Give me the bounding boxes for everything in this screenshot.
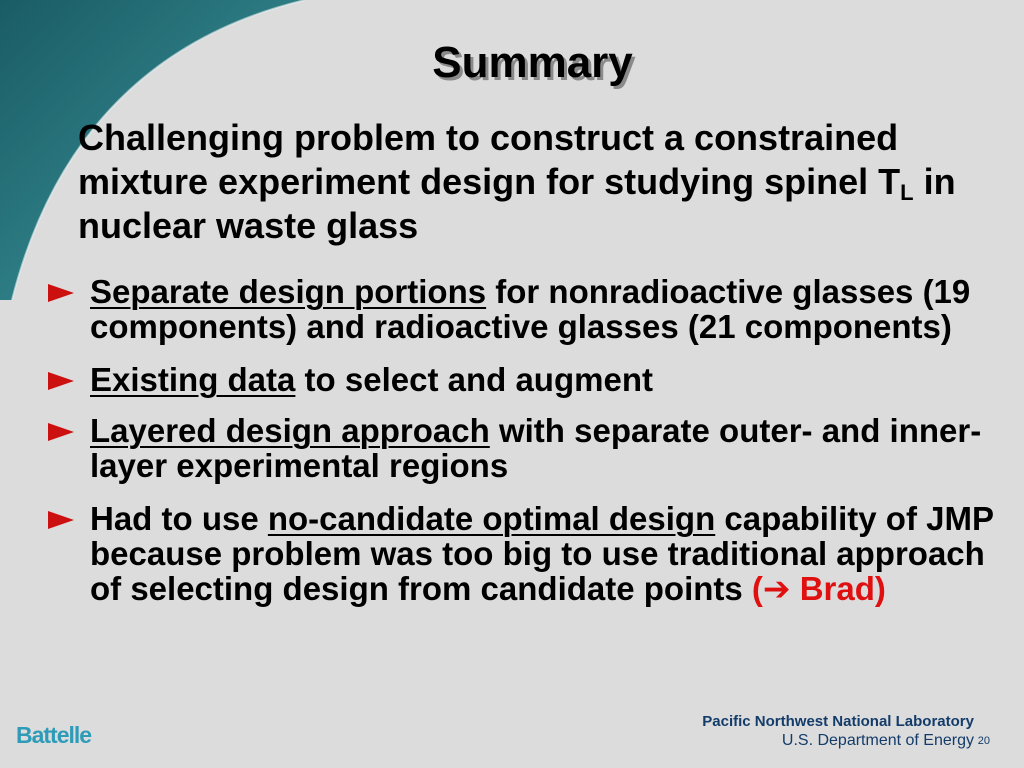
bullet-item [48, 413, 998, 483]
bullet-emphasis: no-candidate optimal design [267, 500, 716, 537]
triangle-bullet-icon [48, 511, 74, 529]
intro-statement [78, 116, 978, 248]
triangle-bullet-icon [48, 372, 74, 390]
triangle-bullet-icon [48, 284, 74, 302]
bullet-text: for nonradioactive glasses (19 components) and radioactive glasses (21 components) [90, 273, 971, 345]
page-number: 20 [977, 735, 990, 747]
bullet-item [48, 362, 998, 397]
lab-name: Pacific Northwest National Laboratory [702, 713, 974, 730]
slide-title: Summary [432, 38, 633, 87]
intro-subscript: L [900, 180, 914, 205]
department-name: U.S. Department of Energy [781, 732, 974, 749]
bullet-prefix: Had to use [90, 500, 268, 537]
bullet-emphasis: Layered design approach [90, 412, 490, 449]
bullet-text: capability of JMP because problem was too big to use traditional approach of selecting design from candidate points [90, 500, 994, 607]
battelle-logo: Battelle [16, 722, 92, 748]
bullet-emphasis: Separate design portions [90, 273, 487, 310]
cross-reference: (➔ Brad) [751, 570, 886, 607]
intro-tail: in nuclear waste glass [78, 161, 956, 246]
bullet-text: to select and augment [295, 361, 653, 398]
bullet-item [48, 501, 998, 606]
bullet-list [48, 274, 998, 624]
intro-text: Challenging problem to construct a constrained mixture experiment design for studying spinel T [78, 117, 901, 202]
bullet-emphasis: Existing data [90, 361, 296, 398]
bullet-text: with separate outer- and inner-layer experimental regions [90, 412, 982, 484]
pnnl-logo [702, 712, 974, 751]
bullet-item [48, 274, 998, 344]
triangle-bullet-icon [48, 423, 74, 441]
